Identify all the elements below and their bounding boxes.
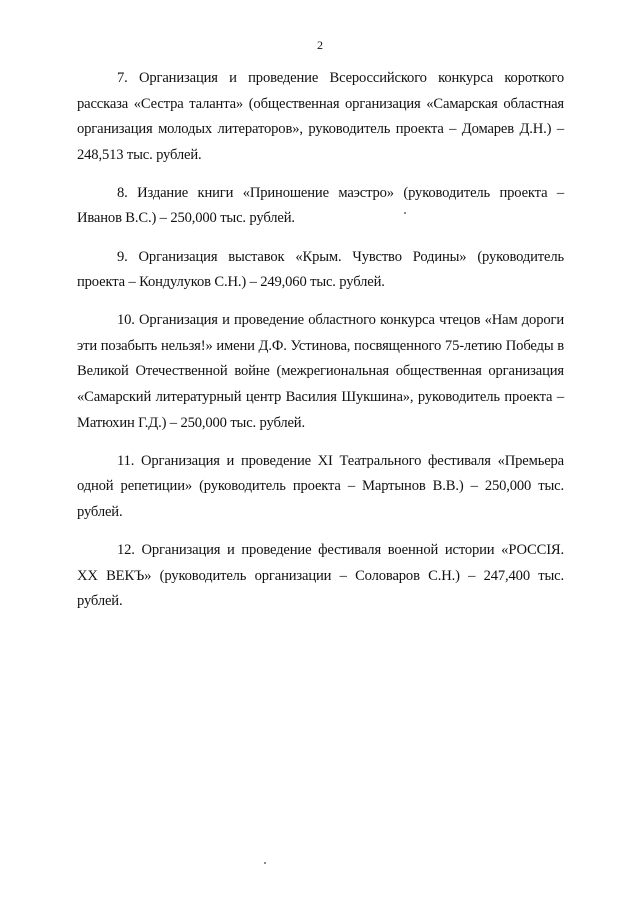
paragraph-item-12: 12. Организация и проведение фестиваля военной истории «РОССIЯ. ХХ ВЕКЪ» (руководитель организации – Соловаров С.Н.) – 247,400 тыс. рублей. [77,542,564,610]
document-body [77,66,564,627]
paragraph-item-7: 7. Организация и проведение Всероссийского конкурса короткого рассказа «Сестра таланта» (общественная организация «Самарская областная организация молодых литераторов», руководитель проекта – Домарев Д.Н.) – 248,513 тыс. рублей. [77,70,564,163]
page-number: 2 [317,38,323,52]
paragraph-item-8: 8. Издание книги «Приношение маэстро» (руководитель проекта – Иванов В.С.) – 250,000 тыс. рублей. [77,184,564,227]
paragraph-item-11: 11. Организация и проведение XI Театрального фестиваля «Премьера одной репетиции» (руководитель проекта – Мартынов В.В.) – 250,000 тыс. рублей. [77,452,564,520]
scan-speck [404,212,406,214]
paragraph-item-10: 10. Организация и проведение областного конкурса чтецов «Нам дороги эти позабыть нельзя!» имени Д.Ф. Устинова, посвященного 75-летию Победы в Великой Отечественной войне (межрегиональная общественная организация «Самарский литературный центр Василия Шукшина», руководитель проекта – Матюхин Г.Д.) – 250,000 тыс. рублей. [77,312,564,431]
scan-speck [264,862,266,864]
paragraph-item-9: 9. Организация выставок «Крым. Чувство Родины» (руководитель проекта – Кондулуков С.Н.) – 249,060 тыс. рублей. [77,248,564,291]
